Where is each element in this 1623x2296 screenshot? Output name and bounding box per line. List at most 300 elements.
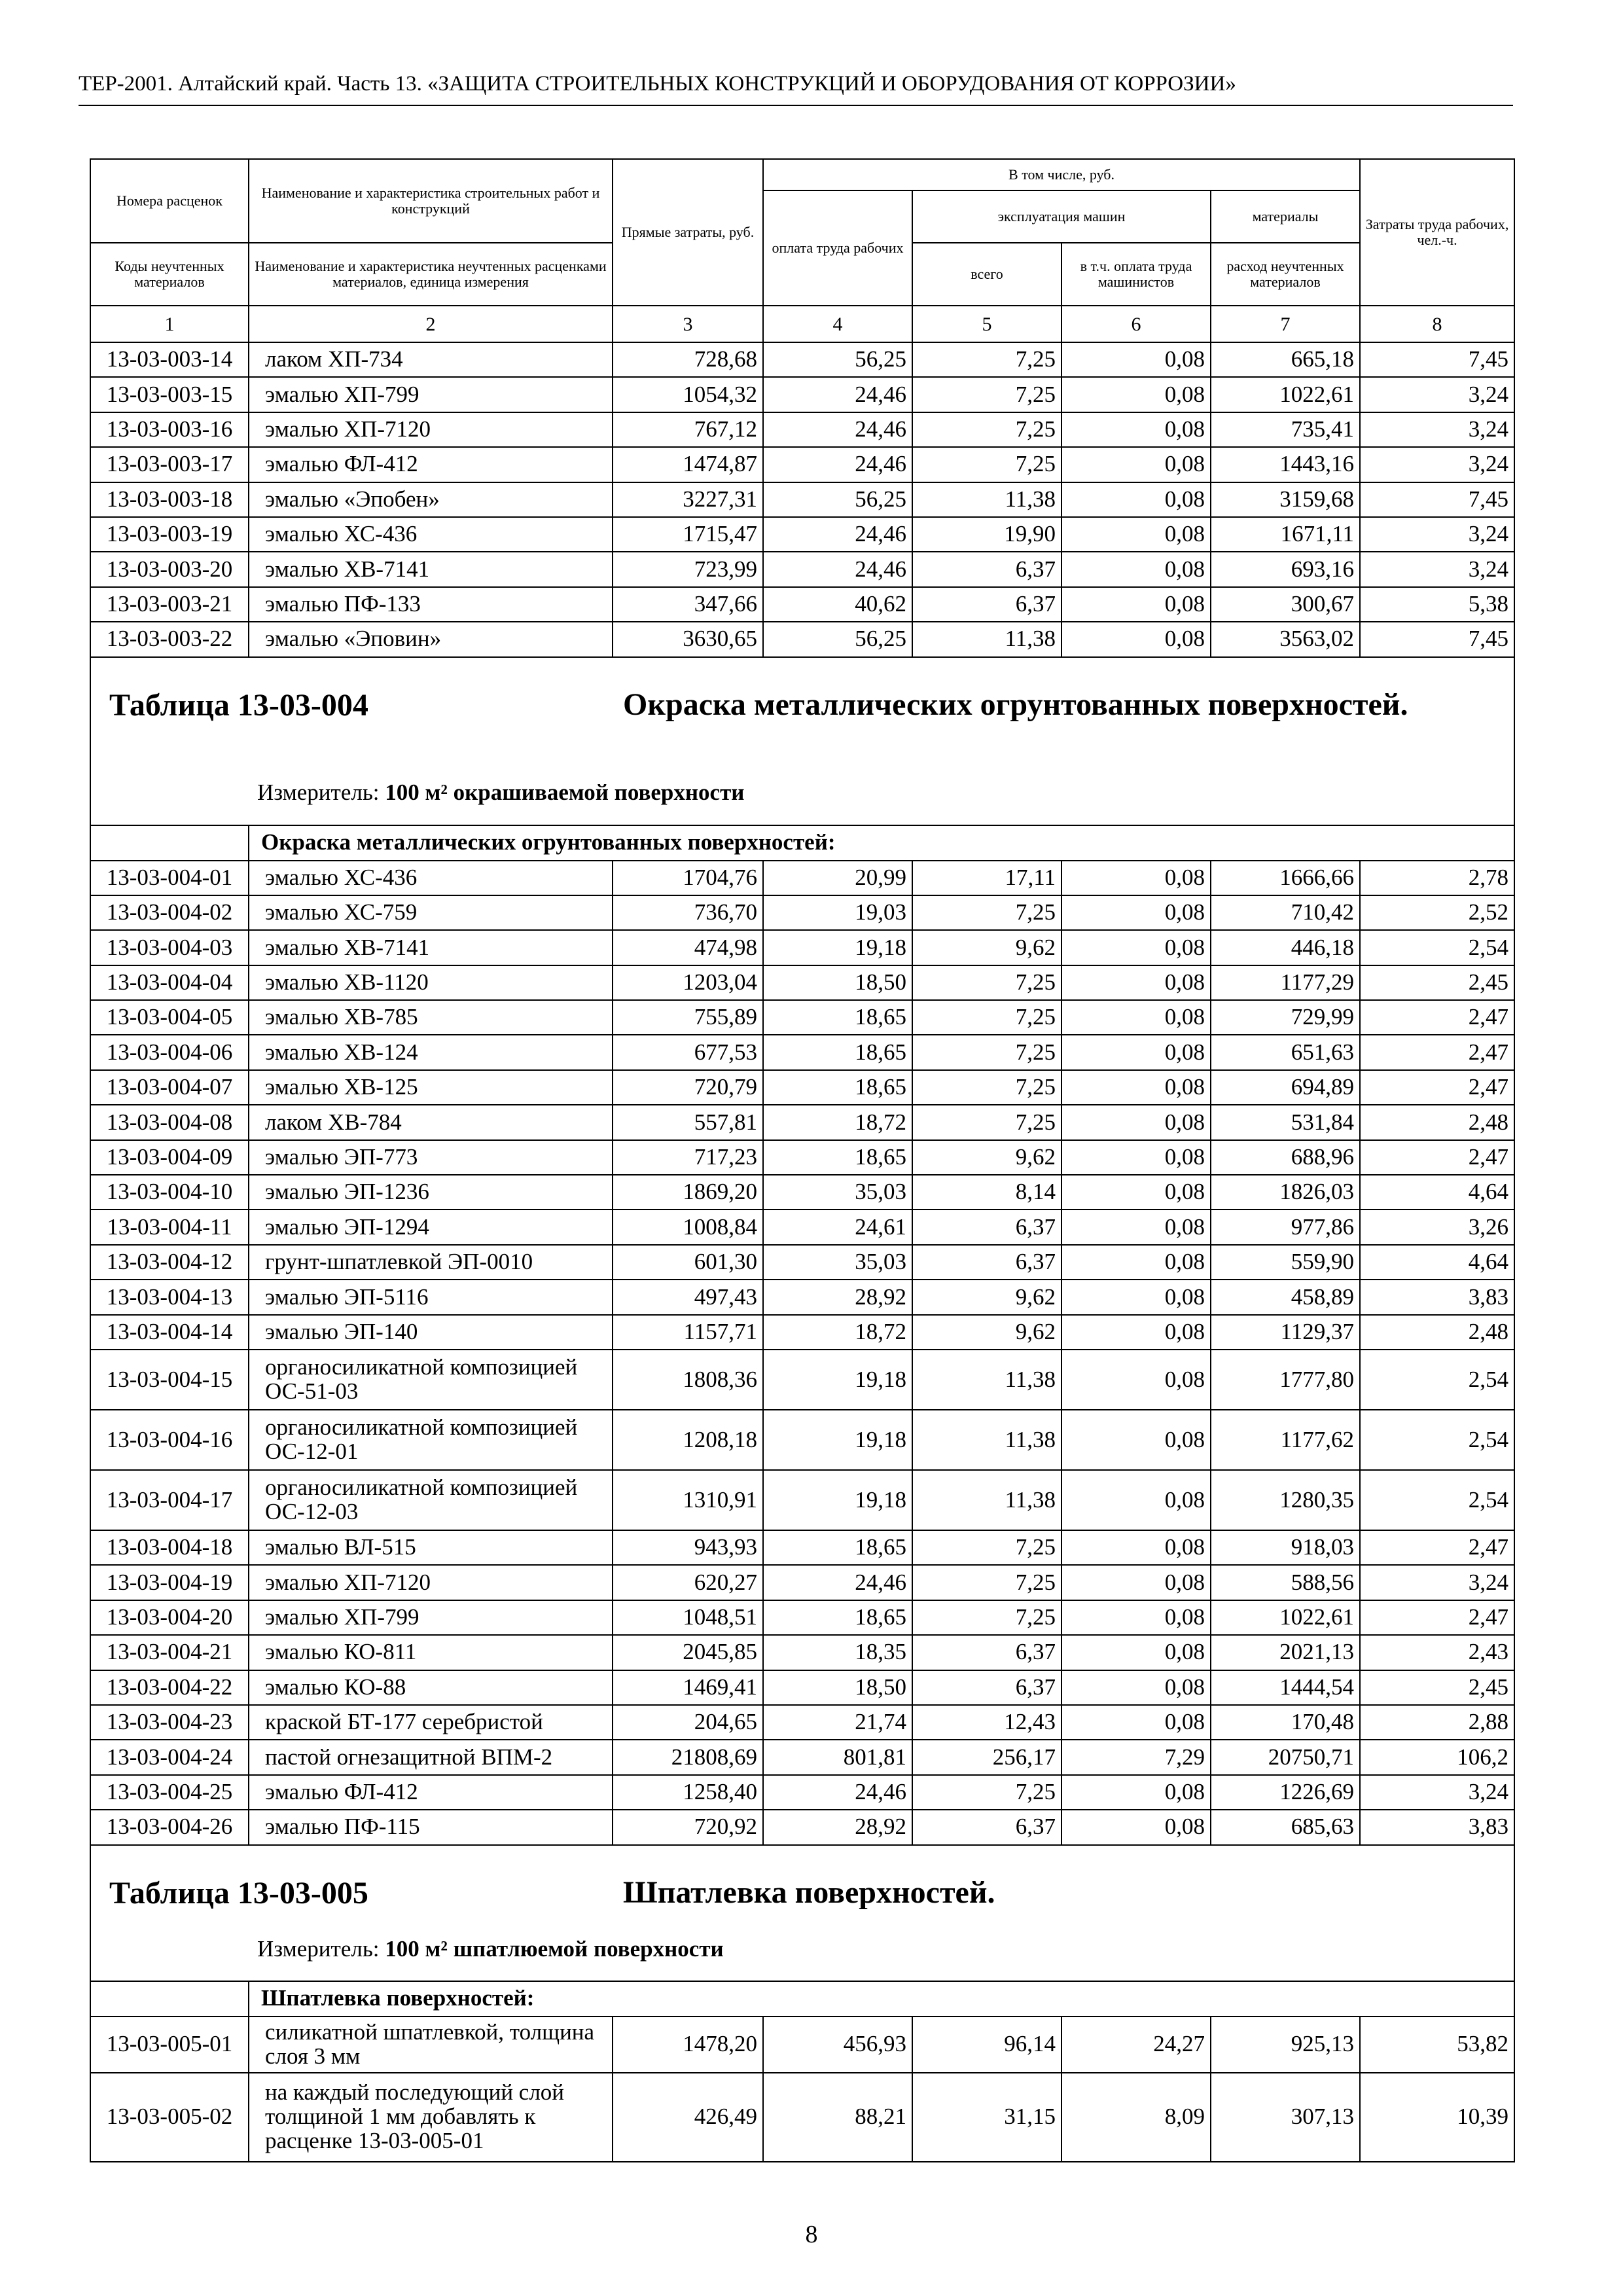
value-hours: 10,39 bbox=[1360, 2073, 1514, 2162]
value-hours: 4,64 bbox=[1360, 1245, 1514, 1280]
value-mach: 8,14 bbox=[912, 1175, 1061, 1210]
rates-table bbox=[90, 158, 1515, 2162]
header-group: В том числе, руб. bbox=[763, 159, 1360, 190]
value-mach-labor: 0,08 bbox=[1061, 1410, 1211, 1470]
value-mach-labor: 0,08 bbox=[1061, 1280, 1211, 1314]
value-mach: 7,25 bbox=[912, 342, 1061, 377]
rate-code: 13-03-004-17 bbox=[90, 1470, 249, 1530]
value-hours: 5,38 bbox=[1360, 587, 1514, 622]
value-mat: 710,42 bbox=[1211, 895, 1360, 930]
value-mach-labor: 0,08 bbox=[1061, 965, 1211, 1000]
value-mat: 1226,69 bbox=[1211, 1775, 1360, 1810]
value-mach: 7,25 bbox=[912, 1775, 1061, 1810]
work-name: эмалью ХВ-1120 bbox=[249, 965, 613, 1000]
value-mach: 6,37 bbox=[912, 1210, 1061, 1244]
blank-cell bbox=[90, 1981, 249, 2017]
table-row bbox=[90, 1600, 1514, 1635]
value-direct: 943,93 bbox=[613, 1530, 763, 1565]
header-col1-bottom: Коды неучтенных материалов bbox=[90, 243, 249, 306]
rate-code: 13-03-004-13 bbox=[90, 1280, 249, 1314]
work-name: эмалью ВЛ-515 bbox=[249, 1530, 613, 1565]
value-hours: 2,47 bbox=[1360, 1140, 1514, 1175]
work-name: эмалью ХВ-125 bbox=[249, 1070, 613, 1105]
rate-code: 13-03-004-11 bbox=[90, 1210, 249, 1244]
value-hours: 2,47 bbox=[1360, 1035, 1514, 1069]
value-direct: 204,65 bbox=[613, 1705, 763, 1740]
work-name: органосиликатной композицией ОС-12-01 bbox=[249, 1410, 613, 1470]
section-header-row bbox=[90, 1845, 1514, 1981]
work-name: эмалью ЭП-773 bbox=[249, 1140, 613, 1175]
value-mat: 1777,80 bbox=[1211, 1350, 1360, 1410]
work-name: эмалью ХП-799 bbox=[249, 1600, 613, 1635]
header-col7: расход неучтенных материалов bbox=[1211, 243, 1360, 306]
work-name: эмалью ПФ-133 bbox=[249, 587, 613, 622]
value-mach: 96,14 bbox=[912, 2017, 1061, 2073]
value-mach-labor: 0,08 bbox=[1061, 342, 1211, 377]
table-row bbox=[90, 965, 1514, 1000]
value-mach-labor: 0,08 bbox=[1061, 1175, 1211, 1210]
work-name: краской БТ-177 серебристой bbox=[249, 1705, 613, 1740]
value-hours: 2,54 bbox=[1360, 1410, 1514, 1470]
value-mat: 688,96 bbox=[1211, 1140, 1360, 1175]
rate-code: 13-03-004-05 bbox=[90, 1000, 249, 1035]
value-labor: 456,93 bbox=[763, 2017, 912, 2073]
value-direct: 1208,18 bbox=[613, 1410, 763, 1470]
measurement-value: 100 м² шпатлюемой поверхности bbox=[385, 1935, 724, 1962]
value-mat: 1177,62 bbox=[1211, 1410, 1360, 1470]
table-row bbox=[90, 377, 1514, 412]
value-mat: 918,03 bbox=[1211, 1530, 1360, 1565]
subheading: Окраска металлических огрунтованных поверхностей: bbox=[249, 825, 1514, 861]
value-hours: 3,83 bbox=[1360, 1280, 1514, 1314]
work-name: эмалью ЭП-1236 bbox=[249, 1175, 613, 1210]
value-hours: 2,47 bbox=[1360, 1070, 1514, 1105]
rate-code: 13-03-004-12 bbox=[90, 1245, 249, 1280]
subheading-row bbox=[90, 825, 1514, 861]
column-number: 1 bbox=[90, 306, 249, 342]
header-col2-bottom: Наименование и характеристика неучтенных расценками материалов, единица измерения bbox=[249, 243, 613, 306]
value-mat: 651,63 bbox=[1211, 1035, 1360, 1069]
value-mach: 12,43 bbox=[912, 1705, 1061, 1740]
header-col8: Затраты труда рабочих, чел.-ч. bbox=[1360, 159, 1514, 306]
value-mach: 6,37 bbox=[912, 1670, 1061, 1705]
value-hours: 2,47 bbox=[1360, 1530, 1514, 1565]
value-mach: 256,17 bbox=[912, 1740, 1061, 1774]
value-hours: 4,64 bbox=[1360, 1175, 1514, 1210]
value-mach-labor: 0,08 bbox=[1061, 1105, 1211, 1139]
value-direct: 2045,85 bbox=[613, 1635, 763, 1670]
value-labor: 24,46 bbox=[763, 447, 912, 482]
value-hours: 3,24 bbox=[1360, 1565, 1514, 1600]
value-mach-labor: 0,08 bbox=[1061, 895, 1211, 930]
value-mach-labor: 8,09 bbox=[1061, 2073, 1211, 2162]
value-mach-labor: 0,08 bbox=[1061, 412, 1211, 447]
value-hours: 2,88 bbox=[1360, 1705, 1514, 1740]
value-mach-labor: 0,08 bbox=[1061, 1470, 1211, 1530]
value-hours: 7,45 bbox=[1360, 622, 1514, 656]
value-labor: 19,18 bbox=[763, 1350, 912, 1410]
value-mat: 1443,16 bbox=[1211, 447, 1360, 482]
table-row bbox=[90, 1670, 1514, 1705]
value-mat: 1177,29 bbox=[1211, 965, 1360, 1000]
rate-code: 13-03-004-15 bbox=[90, 1350, 249, 1410]
value-hours: 3,24 bbox=[1360, 1775, 1514, 1810]
value-mach: 31,15 bbox=[912, 2073, 1061, 2162]
section-header-content bbox=[91, 658, 1514, 825]
work-name: эмалью ХВ-785 bbox=[249, 1000, 613, 1035]
rate-code: 13-03-004-09 bbox=[90, 1140, 249, 1175]
value-hours: 3,24 bbox=[1360, 412, 1514, 447]
rate-code: 13-03-003-16 bbox=[90, 412, 249, 447]
value-mat: 693,16 bbox=[1211, 552, 1360, 586]
value-labor: 24,61 bbox=[763, 1210, 912, 1244]
table-description: Окраска металлических огрунтованных поверхностей. bbox=[623, 687, 1408, 722]
value-mach-labor: 0,08 bbox=[1061, 587, 1211, 622]
measurement-unit bbox=[257, 781, 744, 805]
value-hours: 2,45 bbox=[1360, 965, 1514, 1000]
value-direct: 720,79 bbox=[613, 1070, 763, 1105]
column-number: 7 bbox=[1211, 306, 1360, 342]
work-name: органосиликатной композицией ОС-12-03 bbox=[249, 1470, 613, 1530]
value-mat: 3159,68 bbox=[1211, 482, 1360, 517]
value-mach-labor: 0,08 bbox=[1061, 482, 1211, 517]
rate-code: 13-03-004-03 bbox=[90, 930, 249, 965]
value-labor: 24,46 bbox=[763, 1565, 912, 1600]
value-mat: 20750,71 bbox=[1211, 1740, 1360, 1774]
page-number: 8 bbox=[805, 2221, 818, 2248]
subheading-row bbox=[90, 1981, 1514, 2017]
value-direct: 601,30 bbox=[613, 1245, 763, 1280]
header-col5: всего bbox=[912, 243, 1061, 306]
value-labor: 18,50 bbox=[763, 965, 912, 1000]
value-mach: 7,25 bbox=[912, 1600, 1061, 1635]
table-row bbox=[90, 1035, 1514, 1069]
value-mach: 7,25 bbox=[912, 412, 1061, 447]
value-hours: 53,82 bbox=[1360, 2017, 1514, 2073]
rate-code: 13-03-004-01 bbox=[90, 861, 249, 895]
value-direct: 1048,51 bbox=[613, 1600, 763, 1635]
value-mach-labor: 0,08 bbox=[1061, 1705, 1211, 1740]
value-direct: 1478,20 bbox=[613, 2017, 763, 2073]
value-mat: 685,63 bbox=[1211, 1810, 1360, 1844]
value-mach-labor: 0,08 bbox=[1061, 552, 1211, 586]
value-mach-labor: 0,08 bbox=[1061, 1635, 1211, 1670]
work-name: эмалью КО-88 bbox=[249, 1670, 613, 1705]
work-name: эмалью ЭП-1294 bbox=[249, 1210, 613, 1244]
rate-code: 13-03-004-02 bbox=[90, 895, 249, 930]
value-mach-labor: 0,08 bbox=[1061, 1000, 1211, 1035]
rate-code: 13-03-003-22 bbox=[90, 622, 249, 656]
column-number: 5 bbox=[912, 306, 1061, 342]
value-hours: 3,26 bbox=[1360, 1210, 1514, 1244]
work-name: эмалью «Эповин» bbox=[249, 622, 613, 656]
header-col4: оплата труда рабочих bbox=[763, 190, 912, 306]
table-row bbox=[90, 1410, 1514, 1470]
value-mat: 694,89 bbox=[1211, 1070, 1360, 1105]
rate-code: 13-03-004-19 bbox=[90, 1565, 249, 1600]
table-row bbox=[90, 1740, 1514, 1774]
value-mach-labor: 0,08 bbox=[1061, 1600, 1211, 1635]
table-row bbox=[90, 1070, 1514, 1105]
rate-code: 13-03-004-21 bbox=[90, 1635, 249, 1670]
value-mach-labor: 0,08 bbox=[1061, 1245, 1211, 1280]
value-mach: 7,25 bbox=[912, 1105, 1061, 1139]
value-hours: 2,54 bbox=[1360, 1350, 1514, 1410]
value-labor: 18,65 bbox=[763, 1600, 912, 1635]
table-row bbox=[90, 1315, 1514, 1350]
value-mach: 9,62 bbox=[912, 1280, 1061, 1314]
table-title: Таблица 13-03-005 bbox=[109, 1875, 368, 1910]
value-mach-labor: 0,08 bbox=[1061, 622, 1211, 656]
rate-code: 13-03-004-10 bbox=[90, 1175, 249, 1210]
value-direct: 1258,40 bbox=[613, 1775, 763, 1810]
work-name: лаком ХП-734 bbox=[249, 342, 613, 377]
table-row bbox=[90, 1775, 1514, 1810]
value-direct: 1869,20 bbox=[613, 1175, 763, 1210]
value-mach-labor: 0,08 bbox=[1061, 447, 1211, 482]
rate-code: 13-03-003-20 bbox=[90, 552, 249, 586]
value-labor: 18,65 bbox=[763, 1140, 912, 1175]
value-direct: 755,89 bbox=[613, 1000, 763, 1035]
value-labor: 18,65 bbox=[763, 1035, 912, 1069]
value-direct: 497,43 bbox=[613, 1280, 763, 1314]
value-mach: 11,38 bbox=[912, 1410, 1061, 1470]
table-row bbox=[90, 587, 1514, 622]
table-row bbox=[90, 1350, 1514, 1410]
value-mach: 7,25 bbox=[912, 1070, 1061, 1105]
value-hours: 3,83 bbox=[1360, 1810, 1514, 1844]
value-mach: 11,38 bbox=[912, 622, 1061, 656]
rate-code: 13-03-004-23 bbox=[90, 1705, 249, 1740]
work-name: эмалью ХП-7120 bbox=[249, 412, 613, 447]
header-rule bbox=[79, 105, 1513, 106]
value-direct: 3227,31 bbox=[613, 482, 763, 517]
header-col1-top: Номера расценок bbox=[90, 159, 249, 243]
rate-code: 13-03-004-16 bbox=[90, 1410, 249, 1470]
rate-code: 13-03-004-08 bbox=[90, 1105, 249, 1139]
value-mach: 11,38 bbox=[912, 1470, 1061, 1530]
value-direct: 1310,91 bbox=[613, 1470, 763, 1530]
value-labor: 19,18 bbox=[763, 930, 912, 965]
section-header bbox=[90, 1845, 1514, 1981]
value-direct: 474,98 bbox=[613, 930, 763, 965]
value-direct: 347,66 bbox=[613, 587, 763, 622]
rate-code: 13-03-003-21 bbox=[90, 587, 249, 622]
value-mach: 9,62 bbox=[912, 930, 1061, 965]
value-labor: 18,50 bbox=[763, 1670, 912, 1705]
work-name: на каждый последующий слой толщиной 1 мм добавлять к расценке 13-03-005-01 bbox=[249, 2073, 613, 2162]
value-mach-labor: 7,29 bbox=[1061, 1740, 1211, 1774]
column-number: 6 bbox=[1061, 306, 1211, 342]
table-row bbox=[90, 412, 1514, 447]
value-hours: 2,54 bbox=[1360, 1470, 1514, 1530]
value-hours: 3,24 bbox=[1360, 552, 1514, 586]
value-mat: 458,89 bbox=[1211, 1280, 1360, 1314]
value-hours: 3,24 bbox=[1360, 377, 1514, 412]
value-mach-labor: 24,27 bbox=[1061, 2017, 1211, 2073]
value-mach-labor: 0,08 bbox=[1061, 1070, 1211, 1105]
table-row bbox=[90, 1000, 1514, 1035]
value-mat: 1022,61 bbox=[1211, 377, 1360, 412]
value-hours: 3,24 bbox=[1360, 447, 1514, 482]
value-mach-labor: 0,08 bbox=[1061, 517, 1211, 552]
rate-code: 13-03-004-14 bbox=[90, 1315, 249, 1350]
value-mach: 6,37 bbox=[912, 587, 1061, 622]
table-row bbox=[90, 1635, 1514, 1670]
value-direct: 3630,65 bbox=[613, 622, 763, 656]
table-row bbox=[90, 1530, 1514, 1565]
value-mach: 6,37 bbox=[912, 552, 1061, 586]
rate-code: 13-03-004-26 bbox=[90, 1810, 249, 1844]
value-labor: 21,74 bbox=[763, 1705, 912, 1740]
value-mat: 1129,37 bbox=[1211, 1315, 1360, 1350]
work-name: эмалью ХВ-124 bbox=[249, 1035, 613, 1069]
header-row-1 bbox=[90, 159, 1514, 190]
value-direct: 1715,47 bbox=[613, 517, 763, 552]
value-hours: 7,45 bbox=[1360, 482, 1514, 517]
value-mach: 7,25 bbox=[912, 895, 1061, 930]
value-mach: 7,25 bbox=[912, 1565, 1061, 1600]
measurement-label: Измеритель: bbox=[257, 1935, 380, 1962]
measurement-label: Измеритель: bbox=[257, 779, 380, 805]
value-hours: 2,48 bbox=[1360, 1105, 1514, 1139]
value-mach-labor: 0,08 bbox=[1061, 1775, 1211, 1810]
rate-code: 13-03-004-18 bbox=[90, 1530, 249, 1565]
table-row bbox=[90, 1470, 1514, 1530]
value-mach-labor: 0,08 bbox=[1061, 1810, 1211, 1844]
header-col3: Прямые затраты, руб. bbox=[613, 159, 763, 306]
value-labor: 801,81 bbox=[763, 1740, 912, 1774]
running-header: ТЕР-2001. Алтайский край. Часть 13. «ЗАЩИТА СТРОИТЕЛЬНЫХ КОНСТРУКЦИЙ И ОБОРУДОВАНИЯ ОТ КОРРОЗИИ» bbox=[79, 72, 1236, 96]
value-mach-labor: 0,08 bbox=[1061, 861, 1211, 895]
value-mach: 7,25 bbox=[912, 377, 1061, 412]
value-labor: 19,18 bbox=[763, 1410, 912, 1470]
section-header-row bbox=[90, 657, 1514, 825]
table-row bbox=[90, 1705, 1514, 1740]
table-row bbox=[90, 1105, 1514, 1139]
value-direct: 1808,36 bbox=[613, 1350, 763, 1410]
work-name: эмалью ЭП-140 bbox=[249, 1315, 613, 1350]
rate-code: 13-03-004-22 bbox=[90, 1670, 249, 1705]
table-row bbox=[90, 1245, 1514, 1280]
column-number: 3 bbox=[613, 306, 763, 342]
work-name: эмалью ФЛ-412 bbox=[249, 1775, 613, 1810]
value-mat: 559,90 bbox=[1211, 1245, 1360, 1280]
value-mach-labor: 0,08 bbox=[1061, 1210, 1211, 1244]
value-labor: 24,46 bbox=[763, 412, 912, 447]
value-labor: 56,25 bbox=[763, 342, 912, 377]
value-mat: 665,18 bbox=[1211, 342, 1360, 377]
value-mat: 729,99 bbox=[1211, 1000, 1360, 1035]
value-labor: 18,65 bbox=[763, 1530, 912, 1565]
header-machines: эксплуатация машин bbox=[912, 190, 1211, 243]
work-name: эмалью «Эпобен» bbox=[249, 482, 613, 517]
value-direct: 557,81 bbox=[613, 1105, 763, 1139]
value-mat: 446,18 bbox=[1211, 930, 1360, 965]
value-mach-labor: 0,08 bbox=[1061, 1350, 1211, 1410]
table-row bbox=[90, 622, 1514, 656]
value-hours: 2,45 bbox=[1360, 1670, 1514, 1705]
rate-code: 13-03-004-25 bbox=[90, 1775, 249, 1810]
table-row bbox=[90, 342, 1514, 377]
table-row bbox=[90, 2073, 1514, 2162]
value-mach-labor: 0,08 bbox=[1061, 1670, 1211, 1705]
value-mach: 6,37 bbox=[912, 1810, 1061, 1844]
rate-code: 13-03-005-01 bbox=[90, 2017, 249, 2073]
table-row bbox=[90, 517, 1514, 552]
value-direct: 1704,76 bbox=[613, 861, 763, 895]
work-name: эмалью ПФ-115 bbox=[249, 1810, 613, 1844]
value-hours: 3,24 bbox=[1360, 517, 1514, 552]
value-direct: 21808,69 bbox=[613, 1740, 763, 1774]
table-row bbox=[90, 1280, 1514, 1314]
table-row bbox=[90, 895, 1514, 930]
value-direct: 767,12 bbox=[613, 412, 763, 447]
section-header bbox=[90, 657, 1514, 825]
value-labor: 20,99 bbox=[763, 861, 912, 895]
rate-code: 13-03-003-18 bbox=[90, 482, 249, 517]
rate-code: 13-03-004-06 bbox=[90, 1035, 249, 1069]
value-mach: 9,62 bbox=[912, 1140, 1061, 1175]
column-number: 8 bbox=[1360, 306, 1514, 342]
value-hours: 2,47 bbox=[1360, 1600, 1514, 1635]
value-mach-labor: 0,08 bbox=[1061, 1035, 1211, 1069]
value-mat: 977,86 bbox=[1211, 1210, 1360, 1244]
value-mach-labor: 0,08 bbox=[1061, 1565, 1211, 1600]
value-mat: 2021,13 bbox=[1211, 1635, 1360, 1670]
value-labor: 19,18 bbox=[763, 1470, 912, 1530]
work-name: грунт-шпатлевкой ЭП-0010 bbox=[249, 1245, 613, 1280]
value-mat: 1280,35 bbox=[1211, 1470, 1360, 1530]
value-labor: 24,46 bbox=[763, 1775, 912, 1810]
work-name: эмалью ХВ-7141 bbox=[249, 552, 613, 586]
value-hours: 2,43 bbox=[1360, 1635, 1514, 1670]
value-labor: 18,65 bbox=[763, 1000, 912, 1035]
value-hours: 2,47 bbox=[1360, 1000, 1514, 1035]
section-header-content bbox=[91, 1846, 1514, 1981]
work-name: эмалью ФЛ-412 bbox=[249, 447, 613, 482]
table-row bbox=[90, 1565, 1514, 1600]
value-direct: 677,53 bbox=[613, 1035, 763, 1069]
value-labor: 35,03 bbox=[763, 1175, 912, 1210]
value-labor: 56,25 bbox=[763, 622, 912, 656]
value-mat: 531,84 bbox=[1211, 1105, 1360, 1139]
rate-code: 13-03-005-02 bbox=[90, 2073, 249, 2162]
value-hours: 106,2 bbox=[1360, 1740, 1514, 1774]
table-row bbox=[90, 1210, 1514, 1244]
value-hours: 2,52 bbox=[1360, 895, 1514, 930]
value-labor: 18,65 bbox=[763, 1070, 912, 1105]
rate-code: 13-03-004-20 bbox=[90, 1600, 249, 1635]
value-mach: 17,11 bbox=[912, 861, 1061, 895]
value-mach-labor: 0,08 bbox=[1061, 1315, 1211, 1350]
value-mat: 3563,02 bbox=[1211, 622, 1360, 656]
value-mat: 1022,61 bbox=[1211, 1600, 1360, 1635]
value-hours: 7,45 bbox=[1360, 342, 1514, 377]
column-numbers-row bbox=[90, 306, 1514, 342]
value-mach-labor: 0,08 bbox=[1061, 377, 1211, 412]
value-mat: 307,13 bbox=[1211, 2073, 1360, 2162]
value-labor: 88,21 bbox=[763, 2073, 912, 2162]
table-row bbox=[90, 1810, 1514, 1844]
value-direct: 620,27 bbox=[613, 1565, 763, 1600]
value-labor: 24,46 bbox=[763, 517, 912, 552]
value-direct: 1474,87 bbox=[613, 447, 763, 482]
value-labor: 35,03 bbox=[763, 1245, 912, 1280]
value-mach-labor: 0,08 bbox=[1061, 1140, 1211, 1175]
value-mat: 1444,54 bbox=[1211, 1670, 1360, 1705]
value-labor: 24,46 bbox=[763, 377, 912, 412]
